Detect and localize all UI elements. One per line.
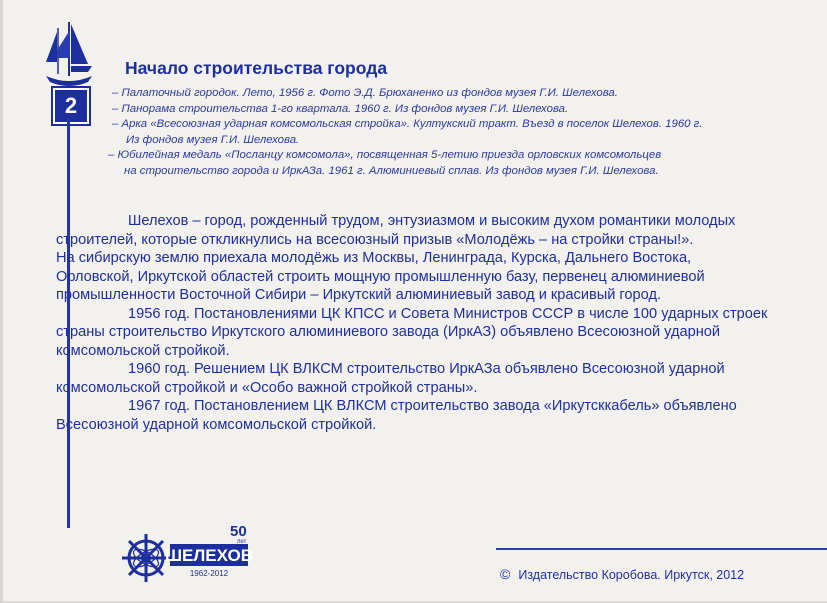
text-line: Орловской, Иркутской областей строить мощную промышленную базу, первенец алюминиевой [56,268,705,285]
caption-line: – Юбилейная медаль «Посланцу комсомола», посвященная 5-летию приезда орловских комсомольцев [108,149,662,162]
paragraph [56,360,792,397]
copyright [500,566,744,582]
text-line: строителей, которые откликнулись на всесоюзный призыв «Молодёжь – на стройки страны!». [56,231,694,248]
ship-wheel-icon [122,534,170,582]
text-line: 1960 год. Решением ЦК ВЛКСМ строительство ИркАЗа объявлено Всесоюзной ударной [128,361,725,377]
caption-line: – Панорама строительства 1-го квартала. 1960 г. Из фондов музея Г.И. Шелехова. [112,102,569,115]
paragraph [56,305,792,361]
footer-rule [496,548,827,550]
paragraph [56,397,792,434]
copyright-symbol: © [500,566,511,582]
vertical-divider [67,118,70,528]
caption-line: – Палаточный городок. Лето, 1956 г. Фото Э.Д. Брюханенко из фондов музея Г.И. Шелехова. [112,87,618,99]
page-number-badge: 2 [53,88,89,124]
text-line: комсомольской стройкой. [56,342,230,359]
copyright-text: Издательство Коробова. Иркутск, 2012 [518,568,745,582]
text-line: Всесоюзной ударной комсомольской стройкой. [56,416,377,433]
logo-name: ШЕЛЕХОВ [164,546,254,565]
text-line: Шелехов – город, рожденный трудом, энтузиазмом и высоким духом романтики молодых [128,213,736,229]
shelekhov-50-logo [118,518,263,590]
text-line: комсомольской стройкой и «Особо важной стройкой страны». [56,379,478,396]
logo-years: 1962-2012 [189,569,229,578]
photo-captions [108,86,752,180]
logo-anniversary: 50 [230,523,247,540]
page-title: Начало строительства города [125,58,388,78]
text-line: 1967 год. Постановлением ЦК ВЛКСМ строительство завода «Иркутсккабель» объявлено [128,398,737,414]
logo-anniversary-unit: лет [237,539,247,545]
sailing-ship-icon [44,18,94,90]
caption-line: – Арка «Всесоюзная ударная комсомольская стройка». Култукский тракт. Въезд в поселок Шелехов. 1960 г. [112,118,703,131]
main-text [56,212,792,434]
caption-line: Из фондов музея Г.И. Шелехова. [126,133,300,146]
paragraph [56,212,792,305]
text-line: страны строительство Иркутского алюминиевого завода (ИркАЗ) объявлено Всесоюзной ударной [56,324,721,340]
text-line: На сибирскую землю приехала молодёжь из Москвы, Ленинграда, Курска, Дальнего Востока, [56,250,692,266]
text-line: промышленности Восточной Сибири – Иркутский алюминиевый завод и красивый город. [56,287,662,303]
caption-line: на строительство города и ИркАЗа. 1961 г. Алюминиевый сплав. Из фондов музея Г.И. Шелехова. [124,164,659,177]
text-line: 1956 год. Постановлениями ЦК КПСС и Совета Министров СССР в числе 100 ударных строек [128,305,768,322]
